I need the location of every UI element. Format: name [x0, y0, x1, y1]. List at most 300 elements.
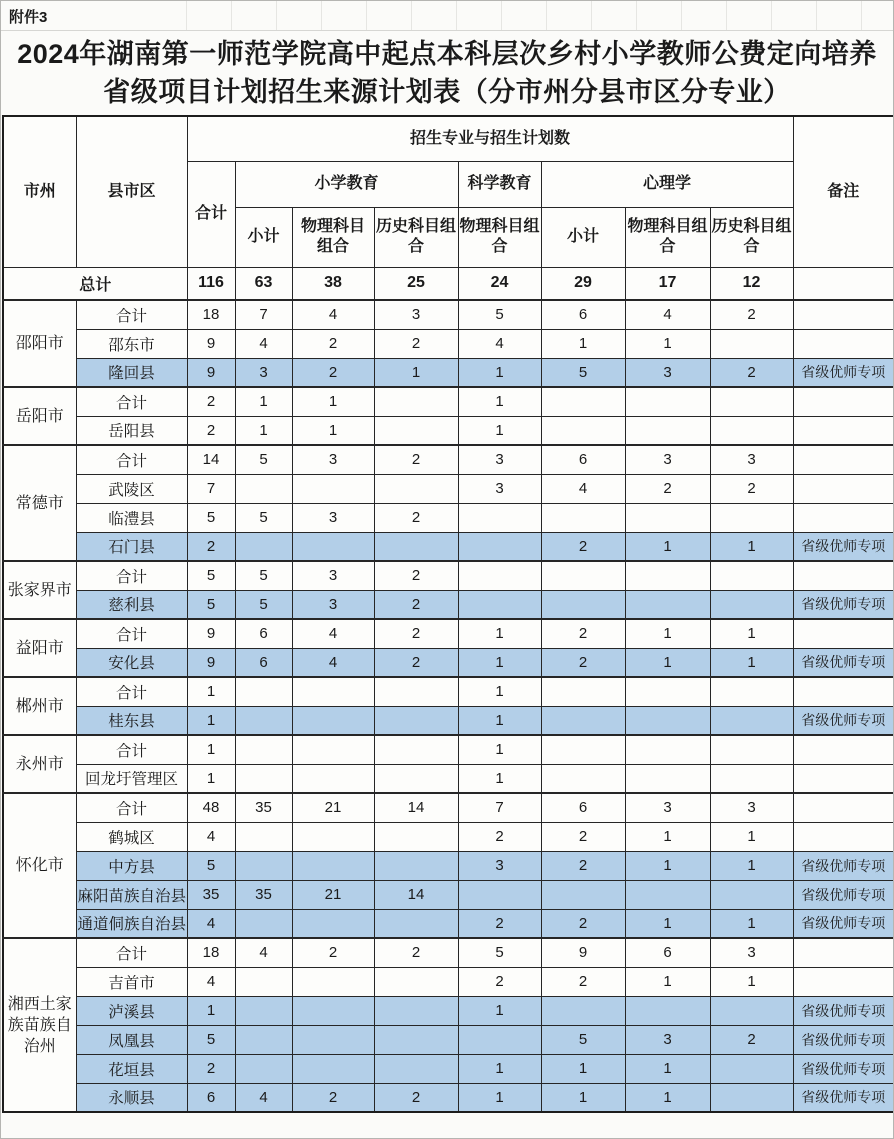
table-body — [3, 300, 894, 1112]
plan-count-cell — [541, 735, 625, 764]
county-cell: 凤凰县 — [76, 1025, 187, 1054]
city-cell: 郴州市 — [3, 677, 76, 735]
plan-count-cell: 6 — [235, 619, 292, 648]
table-row — [3, 880, 894, 909]
header-total: 合计 — [187, 161, 235, 267]
remark-cell: 省级优师专项 — [793, 358, 894, 387]
plan-count-cell: 1 — [458, 416, 541, 445]
plan-count-cell: 2 — [710, 1025, 793, 1054]
table-row — [3, 590, 894, 619]
plan-count-cell — [374, 387, 458, 416]
table-row — [3, 1054, 894, 1083]
county-cell: 岳阳县 — [76, 416, 187, 445]
plan-count-cell: 1 — [625, 532, 710, 561]
plan-count-cell — [710, 503, 793, 532]
plan-count-cell: 2 — [374, 619, 458, 648]
plan-count-cell: 18 — [187, 300, 235, 329]
plan-count-cell: 1 — [235, 387, 292, 416]
attachment-label: 附件3 — [9, 9, 48, 26]
county-cell: 合计 — [76, 300, 187, 329]
plan-count-cell — [541, 503, 625, 532]
city-cell: 张家界市 — [3, 561, 76, 619]
plan-count-cell: 1 — [625, 329, 710, 358]
plan-count-cell: 5 — [541, 1025, 625, 1054]
remark-cell — [793, 764, 894, 793]
plan-count-cell: 14 — [374, 793, 458, 822]
plan-count-cell — [374, 1025, 458, 1054]
plan-count-cell — [541, 590, 625, 619]
plan-count-cell — [235, 764, 292, 793]
plan-count-cell: 2 — [541, 822, 625, 851]
plan-count-cell — [710, 387, 793, 416]
plan-count-cell — [458, 503, 541, 532]
plan-count-cell: 5 — [458, 938, 541, 967]
plan-count-cell: 1 — [625, 909, 710, 938]
county-cell: 合计 — [76, 735, 187, 764]
plan-count-cell: 4 — [187, 909, 235, 938]
remark-cell: 省级优师专项 — [793, 1054, 894, 1083]
header-primary-history-combo: 历史科目组合 — [374, 207, 458, 267]
plan-count-cell: 2 — [458, 822, 541, 851]
plan-count-cell: 2 — [187, 1054, 235, 1083]
remark-cell: 省级优师专项 — [793, 648, 894, 677]
plan-count-cell: 9 — [541, 938, 625, 967]
plan-count-cell: 1 — [625, 619, 710, 648]
plan-count-cell: 5 — [187, 503, 235, 532]
county-cell: 邵东市 — [76, 329, 187, 358]
plan-count-cell: 1 — [458, 358, 541, 387]
plan-count-cell — [235, 822, 292, 851]
plan-count-cell — [625, 503, 710, 532]
remark-cell — [793, 967, 894, 996]
title-line-2: 省级项目计划招生来源计划表（分市州分县市区分专业） — [103, 77, 791, 107]
plan-count-cell: 1 — [710, 967, 793, 996]
remark-cell — [793, 474, 894, 503]
plan-count-cell — [292, 706, 374, 735]
plan-count-cell: 3 — [625, 793, 710, 822]
plan-count-cell: 6 — [235, 648, 292, 677]
table-row — [3, 648, 894, 677]
table-row — [3, 503, 894, 532]
plan-count-cell — [374, 677, 458, 706]
plan-count-cell: 3 — [710, 445, 793, 474]
city-cell: 岳阳市 — [3, 387, 76, 445]
city-cell: 怀化市 — [3, 793, 76, 938]
plan-count-cell — [625, 764, 710, 793]
plan-count-cell: 35 — [235, 880, 292, 909]
plan-count-cell — [458, 590, 541, 619]
plan-count-cell — [292, 822, 374, 851]
plan-count-cell — [710, 677, 793, 706]
plan-count-cell: 48 — [187, 793, 235, 822]
plan-count-cell: 7 — [458, 793, 541, 822]
plan-count-cell — [541, 561, 625, 590]
plan-count-cell — [374, 532, 458, 561]
plan-count-cell: 1 — [187, 677, 235, 706]
plan-count-cell: 2 — [187, 416, 235, 445]
remark-cell — [793, 329, 894, 358]
plan-count-cell — [625, 387, 710, 416]
remark-cell — [793, 735, 894, 764]
plan-count-cell: 2 — [625, 474, 710, 503]
plan-count-cell — [374, 851, 458, 880]
plan-count-cell — [710, 764, 793, 793]
plan-count-cell — [710, 706, 793, 735]
header-majors-group: 招生专业与招生计划数 — [187, 116, 793, 161]
plan-count-cell: 1 — [710, 532, 793, 561]
plan-count-cell: 1 — [541, 329, 625, 358]
plan-count-cell — [292, 474, 374, 503]
plan-count-cell: 2 — [374, 1083, 458, 1112]
plan-count-cell: 6 — [187, 1083, 235, 1112]
plan-count-cell: 2 — [541, 909, 625, 938]
plan-count-cell: 1 — [625, 851, 710, 880]
plan-count-cell — [235, 909, 292, 938]
county-cell: 合计 — [76, 445, 187, 474]
plan-count-cell — [458, 880, 541, 909]
city-cell: 邵阳市 — [3, 300, 76, 387]
remark-cell: 省级优师专项 — [793, 851, 894, 880]
plan-count-cell — [458, 532, 541, 561]
table-row — [3, 996, 894, 1025]
plan-count-cell: 1 — [625, 1083, 710, 1112]
county-cell: 鹤城区 — [76, 822, 187, 851]
plan-count-cell: 1 — [458, 1083, 541, 1112]
table-row — [3, 619, 894, 648]
plan-count-cell: 9 — [187, 619, 235, 648]
plan-count-cell: 1 — [458, 387, 541, 416]
plan-count-cell — [292, 764, 374, 793]
plan-count-cell: 1 — [187, 735, 235, 764]
plan-count-cell — [374, 967, 458, 996]
table-row — [3, 764, 894, 793]
grand-total-value: 25 — [374, 267, 458, 300]
plan-count-cell: 5 — [187, 590, 235, 619]
plan-count-cell: 1 — [187, 764, 235, 793]
table-row — [3, 532, 894, 561]
plan-count-cell: 7 — [235, 300, 292, 329]
plan-count-cell: 5 — [187, 561, 235, 590]
admission-plan-table — [2, 115, 894, 1113]
plan-count-cell — [235, 996, 292, 1025]
plan-count-cell: 1 — [625, 1054, 710, 1083]
plan-count-cell — [625, 735, 710, 764]
table-row — [3, 706, 894, 735]
table-row — [3, 561, 894, 590]
plan-count-cell — [374, 909, 458, 938]
remark-cell: 省级优师专项 — [793, 1083, 894, 1112]
plan-count-cell — [235, 1025, 292, 1054]
plan-count-cell: 3 — [374, 300, 458, 329]
city-cell: 永州市 — [3, 735, 76, 793]
plan-count-cell: 1 — [710, 822, 793, 851]
plan-count-cell — [374, 706, 458, 735]
plan-count-cell: 1 — [458, 619, 541, 648]
county-cell: 永顺县 — [76, 1083, 187, 1112]
plan-count-cell — [292, 996, 374, 1025]
table-row — [3, 329, 894, 358]
plan-count-cell — [710, 1083, 793, 1112]
plan-count-cell — [292, 532, 374, 561]
plan-count-cell: 4 — [292, 300, 374, 329]
plan-count-cell: 2 — [187, 387, 235, 416]
plan-count-cell: 3 — [625, 1025, 710, 1054]
plan-count-cell: 5 — [235, 561, 292, 590]
plan-count-cell — [710, 996, 793, 1025]
plan-count-cell — [235, 706, 292, 735]
plan-count-cell: 1 — [458, 706, 541, 735]
header-remark: 备注 — [793, 116, 894, 267]
plan-count-cell — [625, 706, 710, 735]
plan-count-cell: 3 — [292, 503, 374, 532]
table-row — [3, 677, 894, 706]
plan-count-cell: 2 — [710, 300, 793, 329]
remark-cell — [793, 938, 894, 967]
plan-count-cell: 6 — [541, 793, 625, 822]
plan-count-cell: 4 — [292, 648, 374, 677]
remark-cell — [793, 561, 894, 590]
plan-count-cell: 4 — [458, 329, 541, 358]
plan-count-cell — [541, 706, 625, 735]
header-psychology: 心理学 — [541, 161, 793, 207]
plan-count-cell: 3 — [625, 358, 710, 387]
table-row — [3, 445, 894, 474]
grand-total-value: 63 — [235, 267, 292, 300]
plan-count-cell: 5 — [235, 590, 292, 619]
table-row — [3, 358, 894, 387]
plan-count-cell: 1 — [625, 648, 710, 677]
county-cell: 中方县 — [76, 851, 187, 880]
plan-count-cell: 1 — [710, 909, 793, 938]
plan-count-cell — [374, 474, 458, 503]
plan-count-cell: 2 — [458, 909, 541, 938]
plan-count-cell: 2 — [292, 938, 374, 967]
table-row — [3, 822, 894, 851]
plan-count-cell — [292, 1025, 374, 1054]
plan-count-cell: 21 — [292, 793, 374, 822]
remark-cell: 省级优师专项 — [793, 880, 894, 909]
county-cell: 花垣县 — [76, 1054, 187, 1083]
plan-count-cell: 2 — [541, 619, 625, 648]
county-cell: 合计 — [76, 387, 187, 416]
plan-count-cell: 4 — [541, 474, 625, 503]
plan-count-cell: 5 — [187, 1025, 235, 1054]
header-county: 县市区 — [76, 116, 187, 267]
table-row — [3, 1083, 894, 1112]
plan-count-cell: 9 — [187, 329, 235, 358]
table-row — [3, 387, 894, 416]
grand-total-value: 12 — [710, 267, 793, 300]
county-cell: 临澧县 — [76, 503, 187, 532]
plan-count-cell — [710, 590, 793, 619]
plan-count-cell: 1 — [458, 735, 541, 764]
county-cell: 慈利县 — [76, 590, 187, 619]
plan-count-cell: 14 — [187, 445, 235, 474]
plan-count-cell: 1 — [625, 822, 710, 851]
plan-count-cell — [625, 880, 710, 909]
grand-total-row — [3, 267, 894, 300]
header-primary-physics-combo: 物理科目组合 — [292, 207, 374, 267]
plan-count-cell — [235, 532, 292, 561]
plan-count-cell: 2 — [710, 474, 793, 503]
header-psychology-history-combo: 历史科目组合 — [710, 207, 793, 267]
plan-count-cell: 6 — [541, 300, 625, 329]
plan-count-cell — [625, 416, 710, 445]
plan-count-cell: 2 — [374, 648, 458, 677]
plan-count-cell — [374, 416, 458, 445]
table-row — [3, 416, 894, 445]
header-primary-subtotal: 小计 — [235, 207, 292, 267]
plan-count-cell — [235, 677, 292, 706]
city-cell: 益阳市 — [3, 619, 76, 677]
table-row — [3, 967, 894, 996]
plan-count-cell: 1 — [235, 416, 292, 445]
plan-count-cell — [292, 1054, 374, 1083]
plan-count-cell: 3 — [458, 474, 541, 503]
remark-cell — [793, 416, 894, 445]
plan-count-cell — [235, 1054, 292, 1083]
plan-count-cell — [625, 590, 710, 619]
remark-cell — [793, 387, 894, 416]
plan-count-cell: 18 — [187, 938, 235, 967]
county-cell: 桂东县 — [76, 706, 187, 735]
plan-count-cell — [235, 851, 292, 880]
county-cell: 武陵区 — [76, 474, 187, 503]
plan-count-cell: 1 — [187, 996, 235, 1025]
plan-count-cell: 4 — [187, 822, 235, 851]
plan-count-cell — [541, 764, 625, 793]
table-row — [3, 909, 894, 938]
plan-count-cell — [710, 416, 793, 445]
plan-count-cell: 5 — [458, 300, 541, 329]
grand-total-value: 116 — [187, 267, 235, 300]
plan-count-cell: 3 — [458, 445, 541, 474]
plan-count-cell: 2 — [541, 648, 625, 677]
county-cell: 合计 — [76, 677, 187, 706]
city-cell: 常德市 — [3, 445, 76, 561]
table-row — [3, 300, 894, 329]
plan-count-cell — [235, 967, 292, 996]
plan-count-cell — [541, 996, 625, 1025]
remark-cell: 省级优师专项 — [793, 909, 894, 938]
plan-count-cell: 3 — [625, 445, 710, 474]
grand-total-value: 38 — [292, 267, 374, 300]
grand-total-remark — [793, 267, 894, 300]
header-psychology-physics-combo: 物理科目组合 — [625, 207, 710, 267]
plan-count-cell — [710, 880, 793, 909]
plan-count-cell: 1 — [625, 967, 710, 996]
remark-cell: 省级优师专项 — [793, 1025, 894, 1054]
grand-total-value: 17 — [625, 267, 710, 300]
plan-count-cell — [541, 677, 625, 706]
plan-count-cell: 5 — [541, 358, 625, 387]
plan-count-cell — [625, 561, 710, 590]
table-row — [3, 851, 894, 880]
plan-count-cell: 2 — [541, 532, 625, 561]
plan-count-cell: 3 — [458, 851, 541, 880]
plan-count-cell: 1 — [292, 387, 374, 416]
plan-count-cell — [541, 880, 625, 909]
plan-count-cell — [374, 1054, 458, 1083]
plan-count-cell: 3 — [710, 793, 793, 822]
plan-count-cell: 4 — [187, 967, 235, 996]
plan-count-cell — [458, 1025, 541, 1054]
plan-count-cell: 1 — [458, 764, 541, 793]
plan-count-cell — [625, 677, 710, 706]
remark-cell: 省级优师专项 — [793, 706, 894, 735]
plan-count-cell: 6 — [625, 938, 710, 967]
county-cell: 泸溪县 — [76, 996, 187, 1025]
county-cell: 合计 — [76, 561, 187, 590]
plan-count-cell — [625, 996, 710, 1025]
plan-count-cell — [235, 735, 292, 764]
plan-count-cell: 2 — [710, 358, 793, 387]
county-cell: 合计 — [76, 938, 187, 967]
plan-count-cell: 2 — [292, 329, 374, 358]
plan-count-cell: 5 — [235, 503, 292, 532]
plan-count-cell: 4 — [625, 300, 710, 329]
plan-count-cell: 2 — [374, 938, 458, 967]
plan-count-cell: 1 — [710, 619, 793, 648]
plan-count-cell: 4 — [292, 619, 374, 648]
plan-count-cell — [710, 735, 793, 764]
plan-count-cell: 1 — [541, 1054, 625, 1083]
plan-count-cell — [374, 822, 458, 851]
plan-count-cell: 1 — [458, 648, 541, 677]
table-row — [3, 735, 894, 764]
plan-count-cell: 1 — [374, 358, 458, 387]
city-cell: 湘西土家族苗族自治州 — [3, 938, 76, 1112]
county-cell: 吉首市 — [76, 967, 187, 996]
plan-count-cell: 35 — [187, 880, 235, 909]
plan-count-cell: 6 — [541, 445, 625, 474]
plan-count-cell — [374, 764, 458, 793]
remark-cell — [793, 445, 894, 474]
remark-cell: 省级优师专项 — [793, 590, 894, 619]
plan-count-cell: 2 — [292, 1083, 374, 1112]
plan-count-cell: 1 — [187, 706, 235, 735]
plan-count-cell: 1 — [710, 648, 793, 677]
header-science-physics-combo: 物理科目组合 — [458, 207, 541, 267]
header-science-education: 科学教育 — [458, 161, 541, 207]
plan-count-cell: 1 — [458, 1054, 541, 1083]
plan-count-cell: 1 — [292, 416, 374, 445]
document-title — [1, 31, 893, 115]
plan-count-cell — [374, 996, 458, 1025]
plan-count-cell — [541, 387, 625, 416]
plan-count-cell — [235, 474, 292, 503]
spreadsheet-top-strip — [1, 1, 893, 31]
plan-count-cell: 7 — [187, 474, 235, 503]
plan-count-cell: 5 — [235, 445, 292, 474]
remark-cell — [793, 822, 894, 851]
plan-count-cell: 2 — [374, 503, 458, 532]
plan-count-cell: 2 — [292, 358, 374, 387]
county-cell: 麻阳苗族自治县 — [76, 880, 187, 909]
plan-count-cell: 1 — [458, 996, 541, 1025]
remark-cell: 省级优师专项 — [793, 996, 894, 1025]
plan-count-cell: 3 — [292, 561, 374, 590]
county-cell: 安化县 — [76, 648, 187, 677]
plan-count-cell: 4 — [235, 938, 292, 967]
plan-count-cell — [292, 677, 374, 706]
header-primary-education: 小学教育 — [235, 161, 458, 207]
plan-count-cell: 2 — [374, 329, 458, 358]
remark-cell — [793, 793, 894, 822]
plan-count-cell: 4 — [235, 329, 292, 358]
header-psychology-subtotal: 小计 — [541, 207, 625, 267]
county-cell: 石门县 — [76, 532, 187, 561]
